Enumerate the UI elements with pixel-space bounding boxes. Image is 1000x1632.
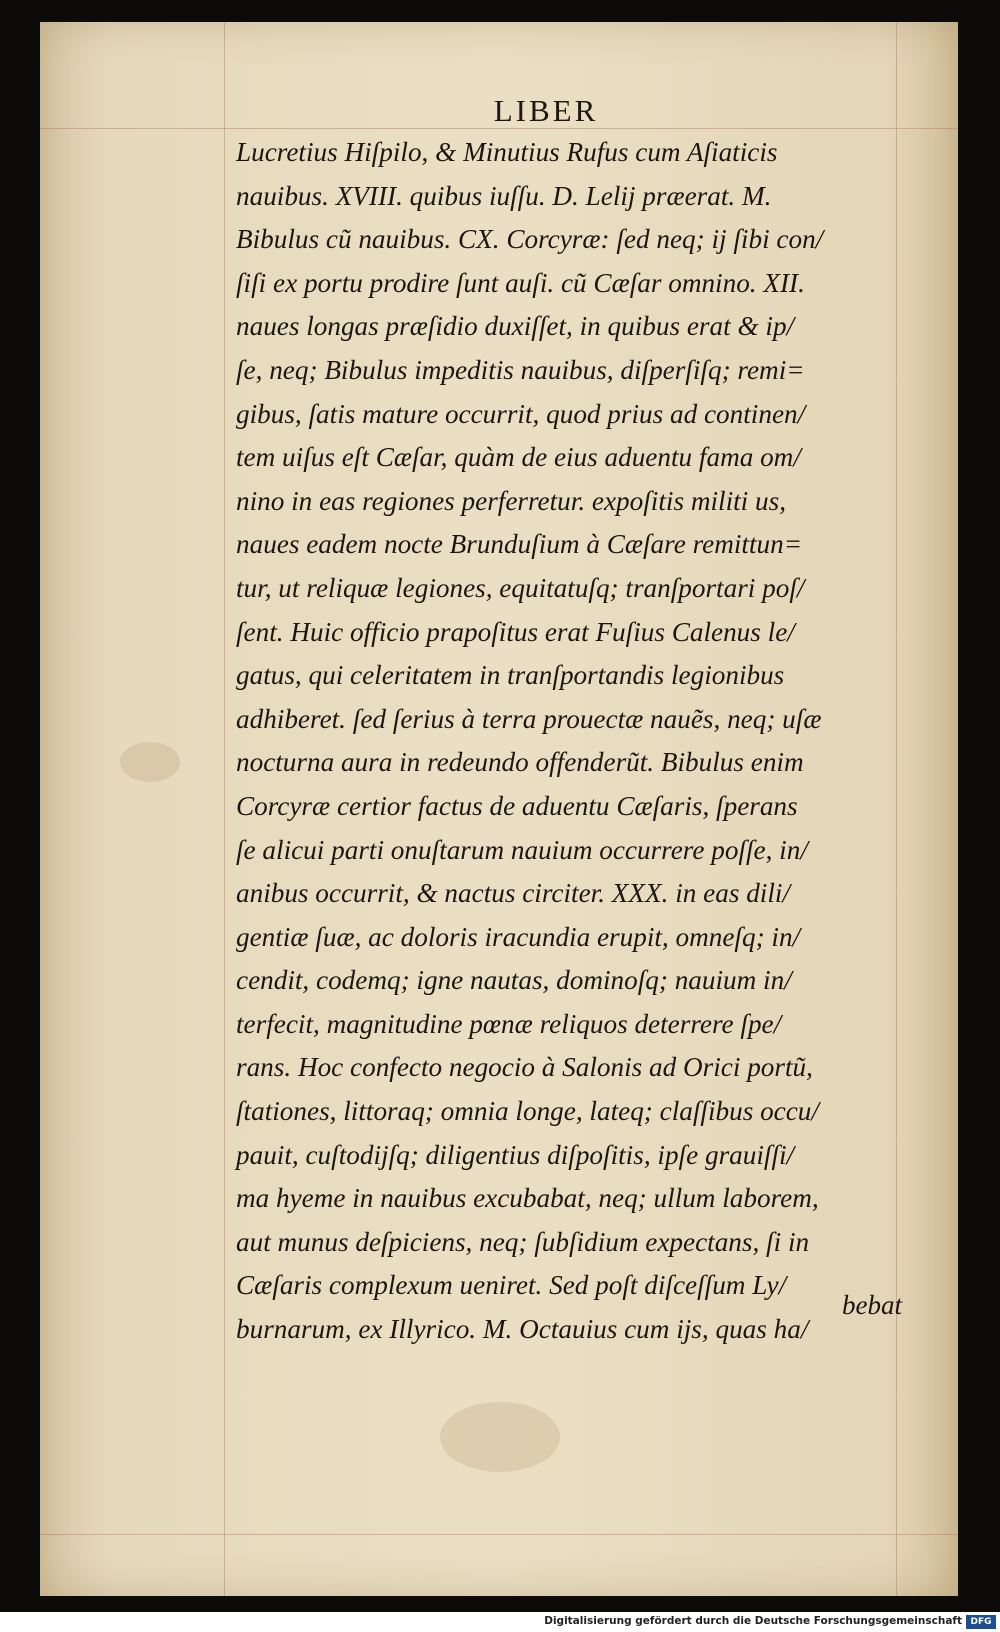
text-line: gatus, qui celeritatem in tranſportandis legionibus bbox=[236, 660, 785, 691]
text-line: naues eadem nocte Brunduſium à Cæſare remittun= bbox=[236, 529, 803, 560]
text-line: ſe, neq; Bibulus impeditis nauibus, diſperſiſq; remi= bbox=[236, 354, 805, 385]
text-line: adhiberet. ſed ſerius à terra prouectæ nauẽs, neq; uſæ bbox=[236, 703, 822, 734]
text-line: gibus, ſatis mature occurrit, quod prius ad continen/ bbox=[236, 398, 806, 429]
footer-bar bbox=[0, 1612, 1000, 1632]
text-line: ſiſi ex portu prodire ſunt auſi. cũ Cæſar omnino. XII. bbox=[236, 267, 805, 298]
text-line: ſent. Huic officio prapoſitus erat Fuſius Calenus le/ bbox=[236, 616, 795, 647]
text-line: tur, ut reliquæ legiones, equitatuſq; tranſportari poſ/ bbox=[236, 572, 805, 603]
text-line: Lucretius Hiſpilo, & Minutius Rufus cum Aſiaticis bbox=[236, 137, 778, 167]
footer-credit: Digitalisierung gefördert durch die Deutsche Forschungsgemeinschaft bbox=[544, 1615, 962, 1627]
running-head: LIBER bbox=[493, 93, 599, 128]
text-line: gentiæ ſuæ, ac doloris iracundia erupit, omneſq; in/ bbox=[236, 921, 801, 952]
text-line: Bibulus cũ nauibus. CX. Corcyræ: ſed neq; ij ſibi con/ bbox=[236, 224, 824, 255]
text-line: naues longas præſidio duxiſſet, in quibus erat & ip/ bbox=[236, 311, 795, 342]
text-line: ſtationes, littoraq; omnia longe, lateq; claſſibus occu/ bbox=[236, 1096, 819, 1127]
text-line: tem uiſus eſt Cæſar, quàm de eius aduentu fama om/ bbox=[236, 442, 801, 473]
text-line: burnarum, ex Illyrico. M. Octauius cum ijs, quas ha/ bbox=[236, 1314, 809, 1345]
catchword: bebat bbox=[842, 1290, 902, 1320]
text-line: aut munus deſpiciens, neq; ſubſidium expectans, ſi in bbox=[236, 1226, 810, 1257]
text-line: nino in eas regiones perferretur. expoſitis militi us, bbox=[236, 485, 787, 516]
text-line: Cæſaris complexum ueniret. Sed poſt diſceſſum Ly/ bbox=[236, 1270, 787, 1301]
paper-stain bbox=[120, 742, 180, 782]
margin-rule-bottom bbox=[40, 1534, 958, 1535]
text-line: ma hyeme in nauibus excubabat, neq; ullum laborem, bbox=[236, 1183, 819, 1214]
text-line: anibus occurrit, & nactus circiter. XXX. in eas dili/ bbox=[236, 878, 791, 909]
paper-stain bbox=[440, 1402, 560, 1472]
text-line: terfecit, magnitudine pœnæ reliquos deterrere ſpe/ bbox=[236, 1008, 782, 1039]
text-line: Corcyræ certior factus de aduentu Cæſaris, ſperans bbox=[236, 790, 798, 821]
dfg-logo[interactable]: DFG bbox=[966, 1615, 996, 1629]
text-line: rans. Hoc confecto negocio à Salonis ad Orici portũ, bbox=[236, 1052, 813, 1083]
text-line: ſe alicui parti onuſtarum nauium occurrere poſſe, in/ bbox=[236, 834, 808, 865]
margin-rule-left bbox=[224, 22, 225, 1596]
text-line: nocturna aura in redeundo offenderũt. Bibulus enim bbox=[236, 747, 804, 778]
body-text bbox=[236, 131, 904, 1352]
text-line: pauit, cuſtodijſq; diligentius diſpoſitis, ipſe grauiſſi/ bbox=[236, 1139, 795, 1170]
text-line: nauibus. XVIII. quibus iuſſu. D. Lelij præerat. M. bbox=[236, 180, 772, 211]
text-line: cendit, codemq; igne nautas, dominoſq; nauium in/ bbox=[236, 965, 792, 996]
